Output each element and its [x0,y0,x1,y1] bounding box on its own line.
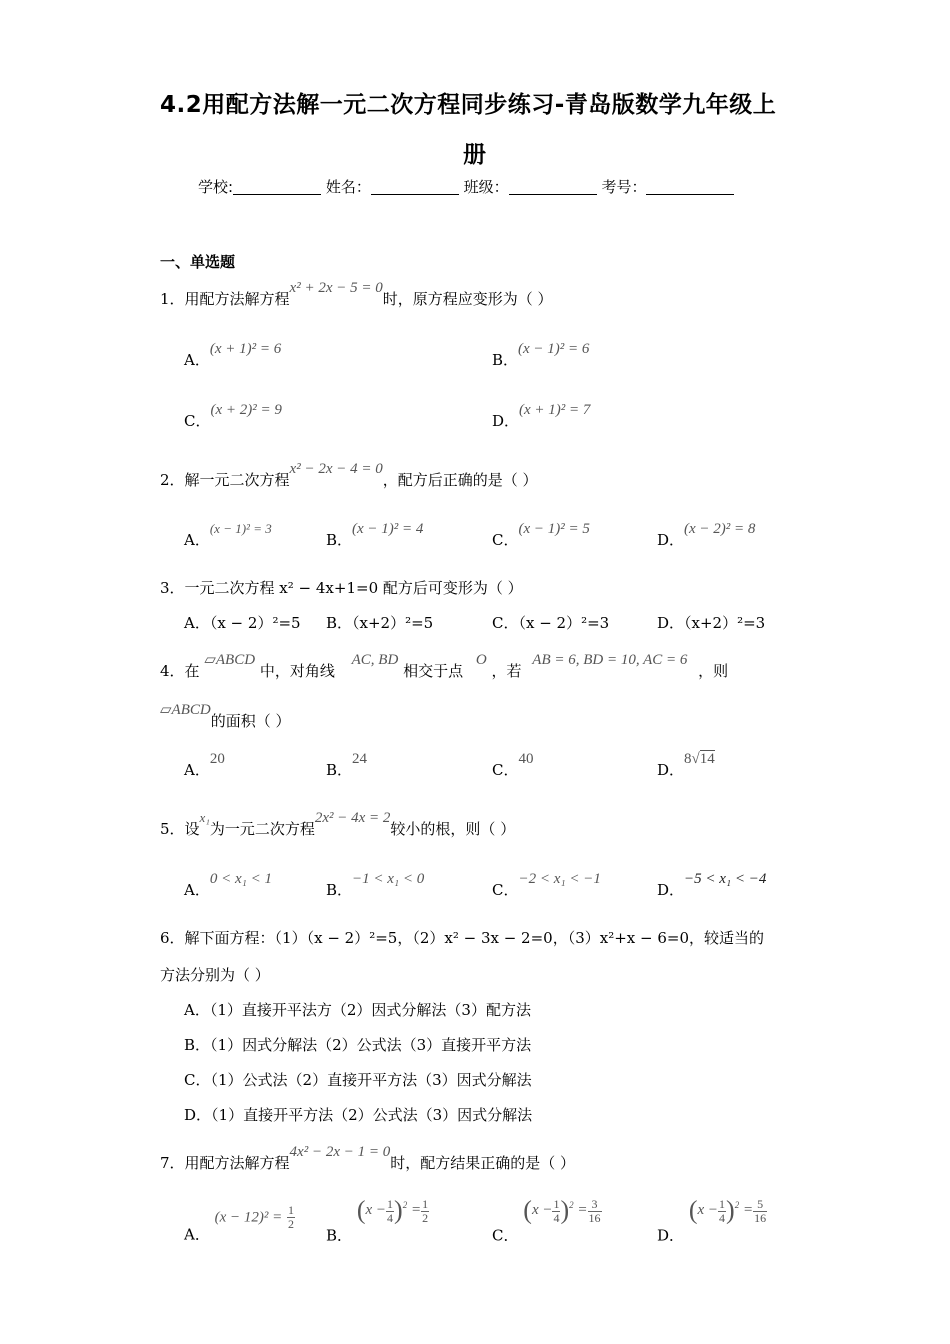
q4-text: ，则 [698,662,729,680]
q5-equation: 2x² − 4x = 2 [314,810,391,826]
question-4 [160,652,729,681]
q6-option-d[interactable]: D．（1）直接开平方法（2）公式法（3）因式分解法 [184,1106,533,1124]
page-title-line1: 4.2用配方法解一元二次方程同步练习-青岛版数学九年级上 [160,92,777,118]
q4-text: 中，对角线 [259,662,335,680]
option-math: (x − 1)² = 5 [518,521,590,537]
question-2 [160,461,538,490]
option-letter: A． [184,881,210,899]
option-letter: C． [492,881,519,899]
q4-option-a[interactable] [184,751,225,780]
q6-option-b[interactable]: B．（1）因式分解法（2）公式法（3）直接开平方法 [184,1036,532,1054]
q4-option-c[interactable] [492,751,534,780]
option-math: (x − 1)² = 4 [352,521,424,537]
q2-option-c[interactable] [492,521,590,550]
name-label: 姓名： [325,178,371,196]
parallelogram-symbol: ▱ABCD [160,702,211,718]
parallelogram-symbol: ▱ABCD [204,652,256,668]
q5-option-c[interactable] [492,871,601,900]
id-label: 考号： [601,178,647,196]
option-letter: A． [184,761,210,779]
q2-equation: x² − 2x − 4 = 0 [289,461,383,477]
q1-stem: 1．用配方法解方程 [160,290,290,308]
question-7 [160,1144,576,1173]
option-math: −1 < x₁ < 0 [352,871,425,887]
option-math: (x − 1)² = 3 [209,521,272,536]
question-6-line1: 6．解下面方程：（1）（x − 2）²=5，（2）x² − 3x − 2=0，（3）x²+x − 6=0，较适当的 [160,929,765,947]
question-1 [160,280,553,309]
option-math: 0 < x₁ < 1 [209,871,272,887]
radicand: 14 [699,751,715,767]
option-letter: C． [492,1226,519,1245]
option-letter: D． [657,531,685,549]
student-info-line [198,176,734,197]
q4-text: 的面积（ ） [210,712,291,730]
q6-option-a[interactable]: A．（1）直接开平法方（2）因式分解法（3）配方法 [184,1001,531,1019]
class-label: 班级： [463,178,509,196]
option-math: (x − 12)² = [214,1209,283,1226]
q4-option-b[interactable] [326,751,368,780]
q2-option-d[interactable] [657,521,756,550]
question-6-line2: 方法分别为（ ） [160,966,270,984]
option-math: (x − 1)² = 6 [518,341,590,357]
q7-option-d[interactable] [657,1196,767,1245]
option-letter: D． [657,761,685,779]
q4-point: O [475,652,487,668]
option-letter: B． [326,881,353,899]
option-letter: C． [492,761,519,779]
option-math: (x + 1)² = 6 [209,341,282,357]
q7-equation: 4x² − 2x − 1 = 0 [289,1144,391,1160]
option-letter: B． [492,351,519,369]
q1-option-c[interactable] [184,402,282,431]
question-5 [160,810,516,839]
class-blank[interactable] [509,180,597,195]
option-math: (x − 2)² = 8 [684,521,756,537]
fraction: $\frac{1}{2}$ [288,1203,295,1231]
q5-option-a[interactable] [184,871,272,900]
option-math: 20 [209,751,225,767]
option-letter: B． [326,761,353,779]
q7-stem: 7．用配方法解方程 [160,1154,290,1172]
q4-text: 相交于点 [403,662,464,680]
option-letter: B． [326,531,353,549]
page-title-line2: 册 [463,142,487,168]
q7-text: 时，配方结果正确的是（ ） [390,1154,576,1172]
option-math: 8√14 [684,751,715,767]
option-letter: A． [184,351,210,369]
name-blank[interactable] [371,180,459,195]
q3-option-a[interactable]: A．（x − 2）²=5 [184,614,301,632]
q4-condition: AB = 6, BD = 10, AC = 6 [532,652,688,668]
q1-equation: x² + 2x − 5 = 0 [289,280,383,296]
q7-option-a[interactable] [184,1204,295,1245]
q2-option-a[interactable] [184,521,272,550]
section-heading: 一、单选题 [160,253,236,271]
q5-stem: 5．设 [160,820,200,838]
option-letter: C． [492,531,519,549]
option-math: (x − $\frac{1}{4}$ )$^2$ = $\frac{5}{16}$ [688,1196,767,1225]
option-letter: D． [657,881,685,899]
option-letter: A． [184,1225,210,1244]
q1-option-a[interactable] [184,341,282,370]
option-math: (x − $\frac{1}{4}$ )$^2$ = $\frac{1}{2}$ [356,1196,429,1225]
option-math: (x − $\frac{1}{4}$ )$^2$ = $\frac{3}{16}$ [523,1196,601,1225]
option-letter: A． [184,531,210,549]
q5-text: 较小的根，则（ ） [390,820,516,838]
option-letter: B． [326,1226,353,1245]
q1-option-b[interactable] [492,341,590,370]
school-label: 学校: [198,178,234,196]
option-letter: C． [184,412,211,430]
q7-option-b[interactable] [326,1196,429,1245]
id-blank[interactable] [646,180,734,195]
q5-text: 为一元二次方程 [209,820,315,838]
q2-tail: ，配方后正确的是（ ） [382,471,538,489]
option-letter: D． [657,1226,685,1245]
q4-option-d[interactable] [657,751,715,780]
option-math: −5 < x₁ < −4 [684,871,767,887]
option-math: 24 [352,751,368,767]
q7-option-c[interactable] [492,1196,602,1245]
option-math: (x + 1)² = 7 [519,402,591,418]
option-math: (x + 2)² = 9 [210,402,282,418]
q5-option-d[interactable] [657,871,767,900]
q2-option-b[interactable] [326,521,424,550]
q5-variable: x₁ [199,810,210,825]
option-math: −2 < x₁ < −1 [518,871,601,887]
option-math: 40 [518,751,534,767]
q2-stem: 2．解一元二次方程 [160,471,290,489]
q4-text: ，若 [491,662,522,680]
q6-option-c[interactable]: C．（1）公式法（2）直接开平方法（3）因式分解法 [184,1071,532,1089]
q4-diagonals: AC, BD [351,652,399,668]
option-letter: D． [492,412,520,430]
q3-option-c[interactable]: C．（x − 2）²=3 [492,614,610,632]
q5-option-b[interactable] [326,871,425,900]
coefficient: 8 [684,751,692,767]
q3-option-b[interactable]: B．（x+2）²=5 [326,614,434,632]
q1-tail: 时，原方程应变形为（ ） [382,290,553,308]
question-4-line2 [160,702,291,731]
q1-option-d[interactable] [492,402,591,431]
question-3: 3．一元二次方程 x² − 4x+1=0 配方后可变形为（ ） [160,579,523,597]
q4-stem: 4．在 [160,662,200,680]
q3-option-d[interactable]: D．（x+2）²=3 [657,614,766,632]
school-blank[interactable] [233,180,321,195]
